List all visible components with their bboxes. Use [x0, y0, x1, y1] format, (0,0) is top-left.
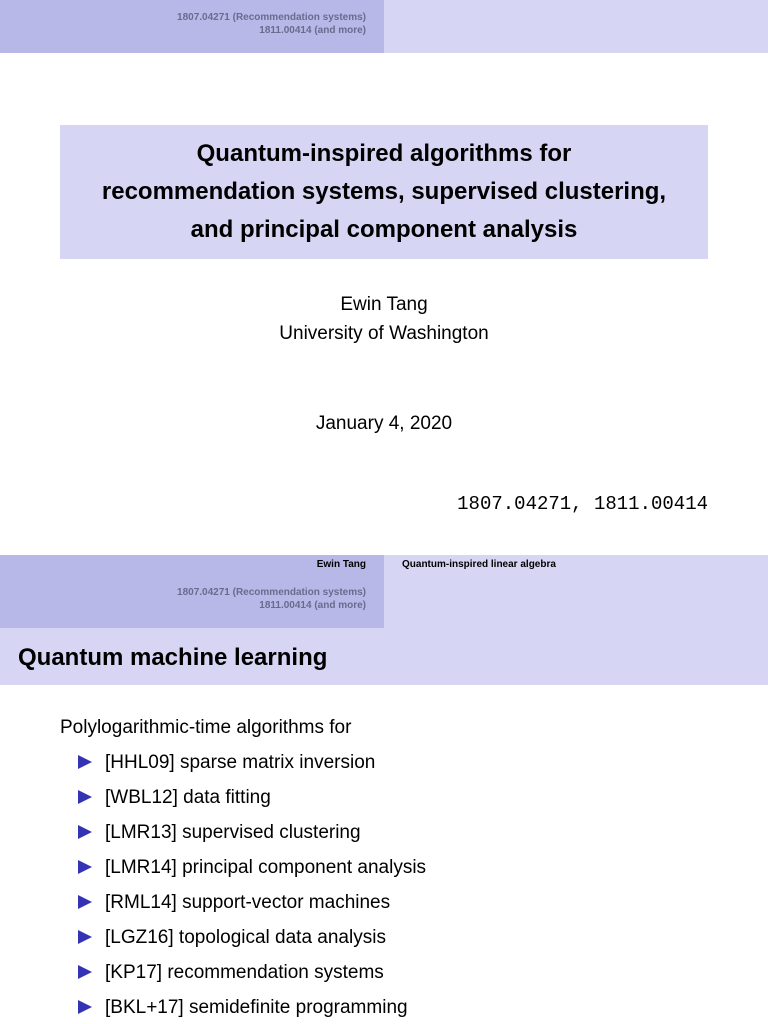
list-item [78, 892, 426, 927]
author-name: Ewin Tang [340, 294, 428, 315]
list-item-text: [LMR13] supervised clustering [105, 822, 361, 843]
bullet-triangle-icon [78, 1000, 92, 1014]
bullet-triangle-icon [78, 755, 92, 769]
header-left-panel [0, 0, 384, 53]
list-item [78, 822, 426, 857]
list-item-text: [LMR14] principal component analysis [105, 857, 427, 878]
frame-title-bar [0, 628, 768, 685]
slide2-header [0, 555, 768, 628]
list-item [78, 787, 426, 822]
title-line-3: and principal component analysis [190, 216, 578, 243]
list-item [78, 962, 426, 997]
header-left-panel [0, 555, 384, 628]
slide-title [102, 135, 666, 249]
bullet-triangle-icon [78, 860, 92, 874]
intro-text: Polylogarithmic-time algorithms for [60, 717, 352, 738]
title-line-1: Quantum-inspired algorithms for [196, 140, 572, 167]
author-institution: University of Washington [279, 323, 489, 344]
list-item-text: [WBL12] data fitting [105, 787, 271, 808]
bullet-triangle-icon [78, 895, 92, 909]
header-ref-1: 1807.04271 (Recommendation systems) [177, 12, 366, 23]
list-item-text: [LGZ16] topological data analysis [105, 927, 386, 948]
list-item [78, 752, 426, 787]
title-line-2: recommendation systems, supervised clustering, [101, 178, 667, 205]
list-item-text: [RML14] support-vector machines [105, 892, 391, 913]
list-item-text: [BKL+17] semidefinite programming [105, 997, 408, 1018]
frame-title: Quantum machine learning [18, 644, 328, 671]
list-item [78, 927, 426, 962]
bullet-triangle-icon [78, 965, 92, 979]
header-ref-2: 1811.00414 (and more) [259, 25, 366, 36]
header-refs [177, 586, 366, 612]
algorithm-list [78, 752, 426, 1024]
list-item-text: [KP17] recommendation systems [105, 962, 384, 983]
bullet-triangle-icon [78, 790, 92, 804]
header-talk-title: Quantum-inspired linear algebra [402, 559, 556, 570]
bullet-triangle-icon [78, 825, 92, 839]
header-ref-1: 1807.04271 (Recommendation systems) [177, 587, 366, 598]
title-box [60, 125, 708, 259]
header-ref-2: 1811.00414 (and more) [259, 600, 366, 611]
arxiv-ids: 1807.04271, 1811.00414 [457, 493, 708, 515]
header-right-panel [384, 555, 768, 628]
header-right-panel [384, 0, 768, 53]
bullet-triangle-icon [78, 930, 92, 944]
header-refs [177, 11, 366, 37]
list-item-text: [HHL09] sparse matrix inversion [105, 752, 376, 773]
list-item [78, 857, 426, 892]
list-item [78, 997, 426, 1024]
talk-date: January 4, 2020 [315, 413, 453, 434]
header-author: Ewin Tang [316, 559, 366, 570]
slide1-header [0, 0, 768, 53]
